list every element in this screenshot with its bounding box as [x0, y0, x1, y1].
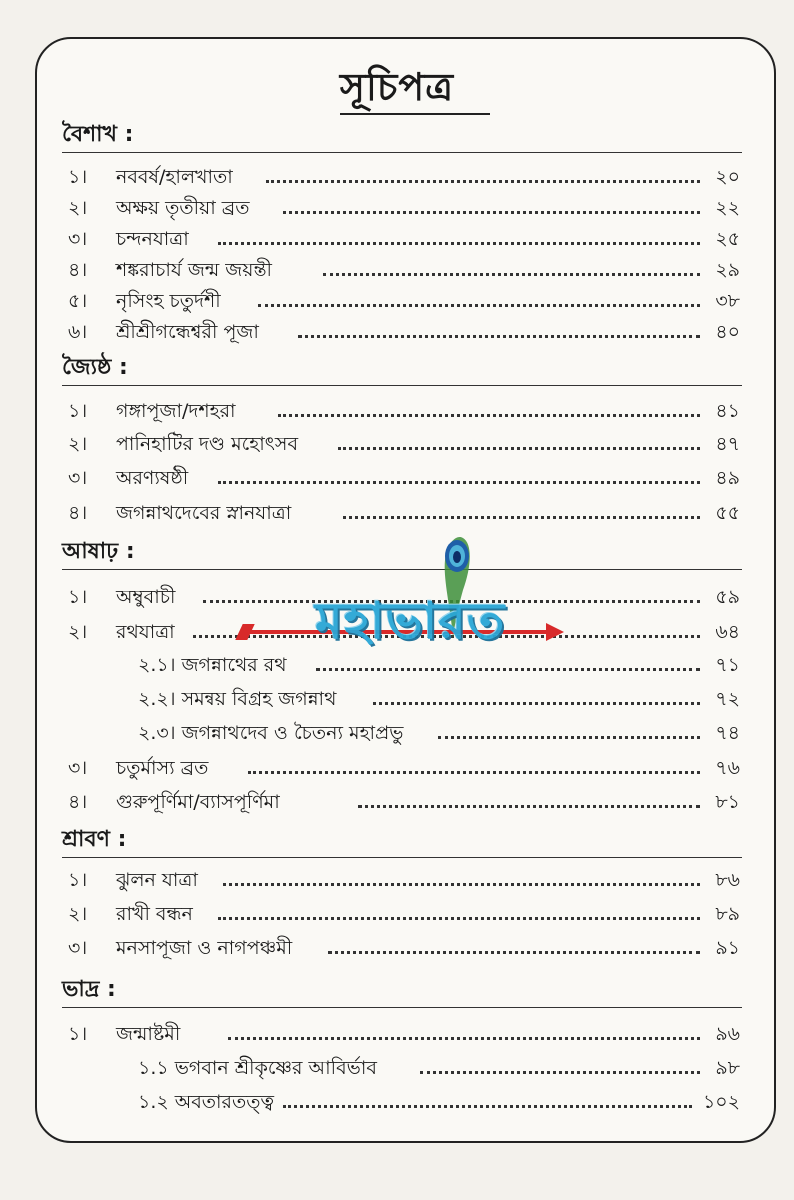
watermark-logo: [245, 530, 565, 680]
toc-page-number: ৭৪: [715, 722, 740, 744]
section-heading-baishakh: বৈশাখ :: [62, 122, 134, 147]
toc-label: অম্বুবাচী: [116, 586, 176, 608]
toc-sub-label: ২.২। সমন্বয় বিগ্রহ জগন্নাথ: [138, 688, 337, 710]
toc-page-number: ৪০: [715, 321, 740, 343]
toc-row: [68, 1088, 740, 1116]
dot-leader: [283, 1105, 692, 1108]
section-heading-asharh: আষাঢ় :: [62, 539, 135, 564]
toc-number: ১।: [68, 869, 88, 891]
toc-number: ২।: [68, 433, 88, 455]
toc-page-number: ৮৯: [715, 903, 740, 925]
toc-sub-label: ১.২ অবতারতত্ত্ব: [138, 1091, 275, 1113]
dot-leader: [218, 481, 700, 484]
toc-number: ৬।: [68, 321, 88, 343]
toc-page-number: ২০: [715, 166, 740, 188]
toc-row: [68, 194, 740, 222]
toc-number: ২।: [68, 903, 88, 925]
toc-number: ৪।: [68, 791, 88, 813]
section-heading-bhadro: ভাদ্র :: [62, 977, 116, 1002]
toc-page-number: ৭৬: [715, 757, 740, 779]
section-divider: [62, 152, 742, 153]
toc-label: নববর্ষ/হালখাতা: [116, 166, 233, 188]
toc-row: [68, 754, 740, 782]
dot-leader: [338, 447, 700, 450]
toc-label: পানিহাটির দণ্ড মহোৎসব: [116, 433, 299, 455]
toc-number: ৩।: [68, 467, 88, 489]
toc-page-number: ৬৪: [715, 621, 740, 643]
toc-number: ১।: [68, 586, 88, 608]
toc-row: [68, 1020, 740, 1048]
toc-number: ৩।: [68, 757, 88, 779]
dot-leader: [323, 273, 700, 276]
watermark-text: মহাভারত: [315, 592, 506, 650]
toc-sub-label: ১.১ ভগবান শ্রীকৃষ্ণের আবির্ভাব: [138, 1057, 377, 1079]
toc-label: ঝুলন যাত্রা: [116, 869, 198, 891]
toc-row: [68, 1054, 740, 1082]
toc-label: চন্দনযাত্রা: [116, 228, 189, 250]
toc-row: [68, 318, 740, 346]
toc-label: রাখী বন্ধন: [116, 903, 193, 925]
toc-label: মনসাপূজা ও নাগপঞ্চমী: [116, 937, 293, 959]
toc-row: [68, 719, 740, 747]
toc-row: [68, 225, 740, 253]
toc-row: [68, 900, 740, 928]
toc-number: ৩।: [68, 228, 88, 250]
toc-sub-label: ২.১। জগন্নাথের রথ: [138, 654, 287, 676]
section-divider: [62, 857, 742, 858]
dot-leader: [438, 736, 700, 739]
toc-row: [68, 163, 740, 191]
toc-number: ৪।: [68, 259, 88, 281]
toc-number: ৫।: [68, 290, 88, 312]
dot-leader: [248, 771, 700, 774]
toc-row: [68, 464, 740, 492]
dot-leader: [258, 304, 700, 307]
dot-leader: [218, 242, 700, 245]
dot-leader: [283, 211, 700, 214]
dot-leader: [343, 516, 700, 519]
dot-leader: [298, 335, 700, 338]
dot-leader: [278, 414, 700, 417]
toc-number: ১।: [68, 1023, 88, 1045]
dot-leader: [266, 180, 700, 183]
toc-row: [68, 430, 740, 458]
toc-page-number: ৭১: [715, 654, 740, 676]
toc-sub-label: ২.৩। জগন্নাথদেব ও চৈতন্য মহাপ্রভু: [138, 722, 404, 744]
toc-page-number: ৪৭: [715, 433, 740, 455]
toc-label: অরণ্যষষ্ঠী: [116, 467, 189, 489]
toc-row: [68, 685, 740, 713]
toc-page-number: ৩৮: [715, 290, 740, 312]
toc-label: শ্রীশ্রীগন্ধেশ্বরী পূজা: [116, 321, 259, 343]
toc-label: গঙ্গাপূজা/দশহরা: [116, 400, 236, 422]
toc-row: [68, 256, 740, 284]
section-divider: [62, 385, 742, 386]
toc-number: ৩।: [68, 937, 88, 959]
toc-page-number: ৪৯: [715, 467, 740, 489]
toc-row: [68, 287, 740, 315]
toc-page-number: ৯১: [715, 937, 740, 959]
dot-leader: [420, 1071, 700, 1074]
toc-label: জগন্নাথদেবের স্নানযাত্রা: [116, 502, 292, 524]
dot-leader: [328, 951, 700, 954]
toc-row: [68, 397, 740, 425]
title-underline: [340, 113, 490, 115]
toc-page-number: ২২: [715, 197, 740, 219]
toc-page-number: ৯৬: [715, 1023, 740, 1045]
toc-row: [68, 934, 740, 962]
toc-page-number: ৮১: [715, 791, 740, 813]
dot-leader: [358, 805, 700, 808]
section-heading-jyoishtho: জ্যৈষ্ঠ :: [62, 355, 128, 380]
toc-row: [68, 866, 740, 894]
toc-number: ২।: [68, 197, 88, 219]
toc-label: গুরুপূর্ণিমা/ব্যাসপূর্ণিমা: [116, 791, 280, 813]
dot-leader: [373, 702, 700, 705]
toc-number: ১।: [68, 400, 88, 422]
toc-page-number: ৫৯: [715, 586, 740, 608]
dot-leader: [218, 917, 700, 920]
toc-label: অক্ষয় তৃতীয়া ব্রত: [116, 197, 250, 219]
toc-row: [68, 499, 740, 527]
toc-page-number: ৯৮: [715, 1057, 740, 1079]
toc-page-number: ২৫: [715, 228, 740, 250]
toc-number: ৪।: [68, 502, 88, 524]
toc-label: রথযাত্রা: [116, 621, 175, 643]
page-title: সূচিপত্র: [339, 65, 455, 109]
toc-page-number: ৭২: [715, 688, 740, 710]
toc-label: নৃসিংহ চতুর্দশী: [116, 290, 221, 312]
toc-number: ২।: [68, 621, 88, 643]
toc-page-number: ৪১: [715, 400, 740, 422]
dot-leader: [223, 883, 700, 886]
toc-page-number: ৮৬: [715, 869, 740, 891]
section-divider: [62, 1007, 742, 1008]
toc-label: জন্মাষ্টমী: [116, 1023, 181, 1045]
section-heading-srabon: শ্রাবণ :: [62, 827, 127, 852]
dot-leader: [228, 1037, 700, 1040]
toc-page-number: ১০২: [702, 1091, 740, 1113]
toc-row: [68, 788, 740, 816]
toc-label: শঙ্করাচার্য জন্ম জয়ন্তী: [116, 259, 272, 281]
toc-page-number: ৫৫: [715, 502, 740, 524]
toc-number: ১।: [68, 166, 88, 188]
toc-label: চতুর্মাস্য ব্রত: [116, 757, 209, 779]
toc-page-number: ২৯: [715, 259, 740, 281]
